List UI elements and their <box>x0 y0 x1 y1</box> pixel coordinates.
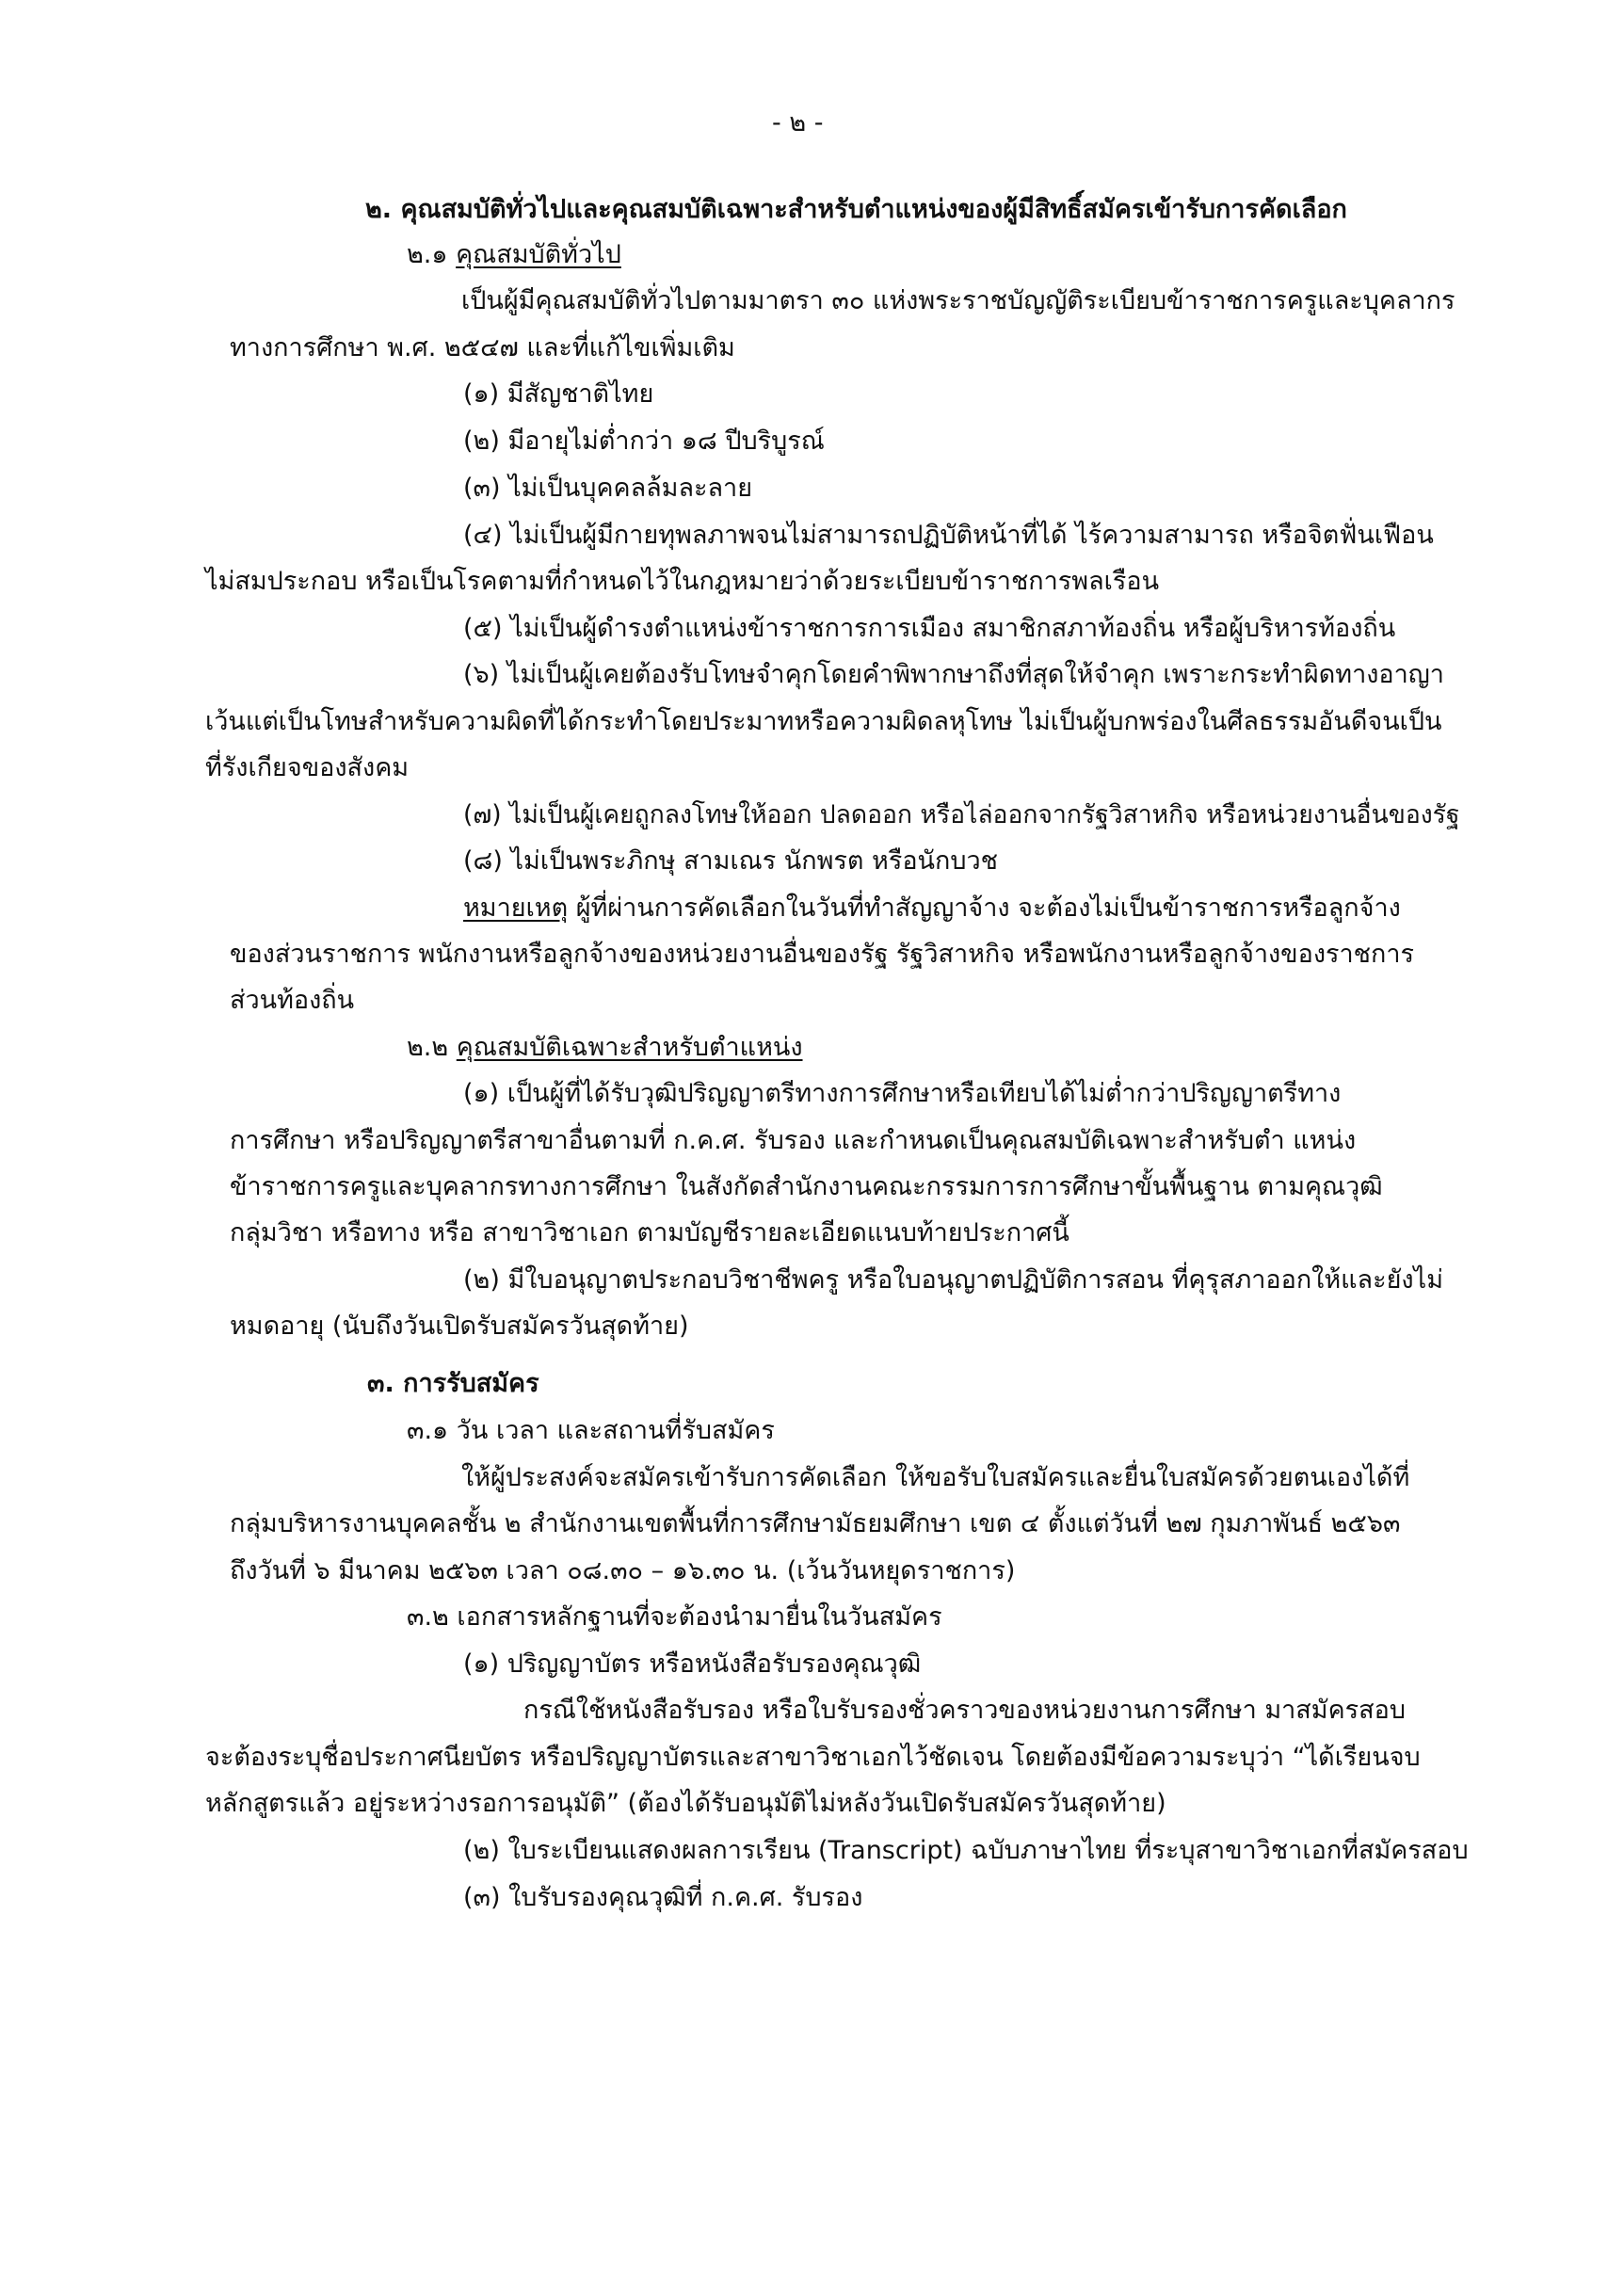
general-item-4-line-2: ไม่สมประกอบ หรือเป็นโรคตามที่กำหนดไว้ในกฎหมายว่าด้วยระเบียบข้าราชการพลเรือน <box>205 567 1160 596</box>
general-item-6-line-3: ที่รังเกียจของสังคม <box>205 753 410 782</box>
document-item-1-note-line-2: จะต้องระบุชื่อประกาศนียบัตร หรือปริญญาบัตรและสาขาวิชาเอกไว้ชัดเจน โดยต้องมีข้อความระบุว่า “ได้เรียนจบ <box>205 1743 1421 1772</box>
specific-item-2-line-1: (๒) มีใบอนุญาตประกอบวิชาชีพครู หรือใบอนุญาตปฏิบัติการสอน ที่คุรุสภาออกให้และยังไม่ <box>463 1265 1443 1295</box>
note-line-3: ส่วนท้องถิ่น <box>230 986 355 1015</box>
general-item-3: (๓) ไม่เป็นบุคคลล้มละลาย <box>463 474 753 503</box>
general-item-6-line-1: (๖) ไม่เป็นผู้เคยต้องรับโทษจำคุกโดยคำพิพากษาถึงที่สุดให้จำคุก เพราะกระทำผิดทางอาญา <box>463 660 1444 689</box>
section-3-2-title: ๓.๒ เอกสารหลักฐานที่จะต้องนำมายื่นในวันสมัคร <box>407 1602 942 1632</box>
document-item-2: (๒) ใบระเบียนแสดงผลการเรียน (Transcript) ฉบับภาษาไทย ที่ระบุสาขาวิชาเอกที่สมัครสอบ <box>463 1836 1469 1865</box>
document-item-1-note-line-3: หลักสูตรแล้ว อยู่ระหว่างรอการอนุมัติ” (ต้องได้รับอนุมัติไม่หลังวันเปิดรับสมัครวันสุดท้าย) <box>205 1789 1166 1818</box>
note-line-2: ของส่วนราชการ พนักงานหรือลูกจ้างของหน่วยงานอื่นของรัฐ รัฐวิสาหกิจ หรือพนักงานหรือลูกจ้างของราชการ <box>230 940 1415 969</box>
document-item-3: (๓) ใบรับรองคุณวุฒิที่ ก.ค.ศ. รับรอง <box>463 1883 863 1912</box>
general-item-4-line-1: (๔) ไม่เป็นผู้มีกายทุพลภาพจนไม่สามารถปฏิบัติหน้าที่ได้ ไร้ความสามารถ หรือจิตฟั่นเฟือน <box>463 521 1434 550</box>
general-item-8: (๘) ไม่เป็นพระภิกษุ สามเณร นักพรต หรือนักบวช <box>463 846 998 876</box>
application-text-line-1: ให้ผู้ประสงค์จะสมัครเข้ารับการคัดเลือก ให้ขอรับใบสมัครและยื่นใบสมัครด้วยตนเองได้ที่ <box>461 1463 1410 1492</box>
section-2-2-heading <box>407 1032 803 1064</box>
specific-item-1-line-1: (๑) เป็นผู้ที่ได้รับวุฒิปริญญาตรีทางการศึกษาหรือเทียบได้ไม่ต่ำกว่าปริญญาตรีทาง <box>463 1079 1342 1108</box>
general-intro-line-1: เป็นผู้มีคุณสมบัติทั่วไปตามมาตรา ๓๐ แห่งพระราชบัญญัติระเบียบข้าราชการครูและบุคลากร <box>461 286 1455 315</box>
section-2-1-title: คุณสมบัติทั่วไป <box>456 240 621 269</box>
section-2-1-number: ๒.๑ <box>407 240 457 269</box>
specific-item-1-line-3: ข้าราชการครูและบุคลากรทางการศึกษา ในสังกัดสำนักงานคณะกรรมการการศึกษาขั้นพื้นฐาน ตามคุณวุฒิ <box>230 1172 1383 1201</box>
section-2-2-title: คุณสมบัติเฉพาะสำหรับตำแหน่ง <box>456 1033 803 1062</box>
general-item-7: (๗) ไม่เป็นผู้เคยถูกลงโทษให้ออก ปลดออก หรือไล่ออกจากรัฐวิสาหกิจ หรือหน่วยงานอื่นของรัฐ <box>463 800 1460 829</box>
section-2-heading: ๒. คุณสมบัติทั่วไปและคุณสมบัติเฉพาะสำหรับตำแหน่งของผู้มีสิทธิ์สมัครเข้ารับการคัดเลือก <box>365 195 1347 224</box>
note-label: หมายเหตุ <box>463 893 569 923</box>
section-3-1-title: ๓.๑ วัน เวลา และสถานที่รับสมัคร <box>407 1416 775 1445</box>
general-item-2: (๒) มีอายุไม่ต่ำกว่า ๑๘ ปีบริบูรณ์ <box>463 426 825 456</box>
document-item-1-note-line-1: กรณีใช้หนังสือรับรอง หรือใบรับรองชั่วคราวของหน่วยงานการศึกษา มาสมัครสอบ <box>523 1696 1406 1725</box>
application-text-line-2: กลุ่มบริหารงานบุคคลชั้น ๒ สำนักงานเขตพื้นที่การศึกษามัธยมศึกษา เขต ๔ ตั้งแต่วันที่ ๒๗ กุมภาพันธ์ ๒๕๖๓ <box>230 1509 1401 1538</box>
general-item-5: (๕) ไม่เป็นผู้ดำรงตำแหน่งข้าราชการการเมือง สมาชิกสภาท้องถิ่น หรือผู้บริหารท้องถิ่น <box>463 614 1396 643</box>
specific-item-1-line-4: กลุ่มวิชา หรือทาง หรือ สาขาวิชาเอก ตามบัญชีรายละเอียดแนบท้ายประกาศนี้ <box>230 1218 1069 1247</box>
page-number: - ๒ - <box>772 108 824 137</box>
section-2-2-number: ๒.๒ <box>407 1033 457 1062</box>
note-line-1 <box>463 893 1401 925</box>
application-text-line-3: ถึงวันที่ ๖ มีนาคม ๒๕๖๓ เวลา ๐๘.๓๐ – ๑๖.๓๐ น. (เว้นวันหยุดราชการ) <box>230 1556 1016 1585</box>
general-intro-line-2: ทางการศึกษา พ.ศ. ๒๕๔๗ และที่แก้ไขเพิ่มเติม <box>230 333 735 362</box>
section-2-1-heading <box>407 239 621 271</box>
document-item-1: (๑) ปริญญาบัตร หรือหนังสือรับรองคุณวุฒิ <box>463 1649 922 1679</box>
section-3-heading: ๓. การรับสมัคร <box>367 1369 539 1398</box>
specific-item-1-line-2: การศึกษา หรือปริญญาตรีสาขาอื่นตามที่ ก.ค.ศ. รับรอง และกำหนดเป็นคุณสมบัติเฉพาะสำหรับตำ แหน่ง <box>230 1126 1357 1155</box>
general-item-1: (๑) มีสัญชาติไทย <box>463 379 654 409</box>
general-item-6-line-2: เว้นแต่เป็นโทษสำหรับความผิดที่ได้กระทำโดยประมาทหรือความผิดลหุโทษ ไม่เป็นผู้บกพร่องในศีลธรรมอันดีจนเป็น <box>205 707 1442 736</box>
specific-item-2-line-2: หมดอายุ (นับถึงวันเปิดรับสมัครวันสุดท้าย) <box>230 1312 689 1341</box>
note-text-1: ผู้ที่ผ่านการคัดเลือกในวันที่ทำสัญญาจ้าง จะต้องไม่เป็นข้าราชการหรือลูกจ้าง <box>568 893 1401 923</box>
